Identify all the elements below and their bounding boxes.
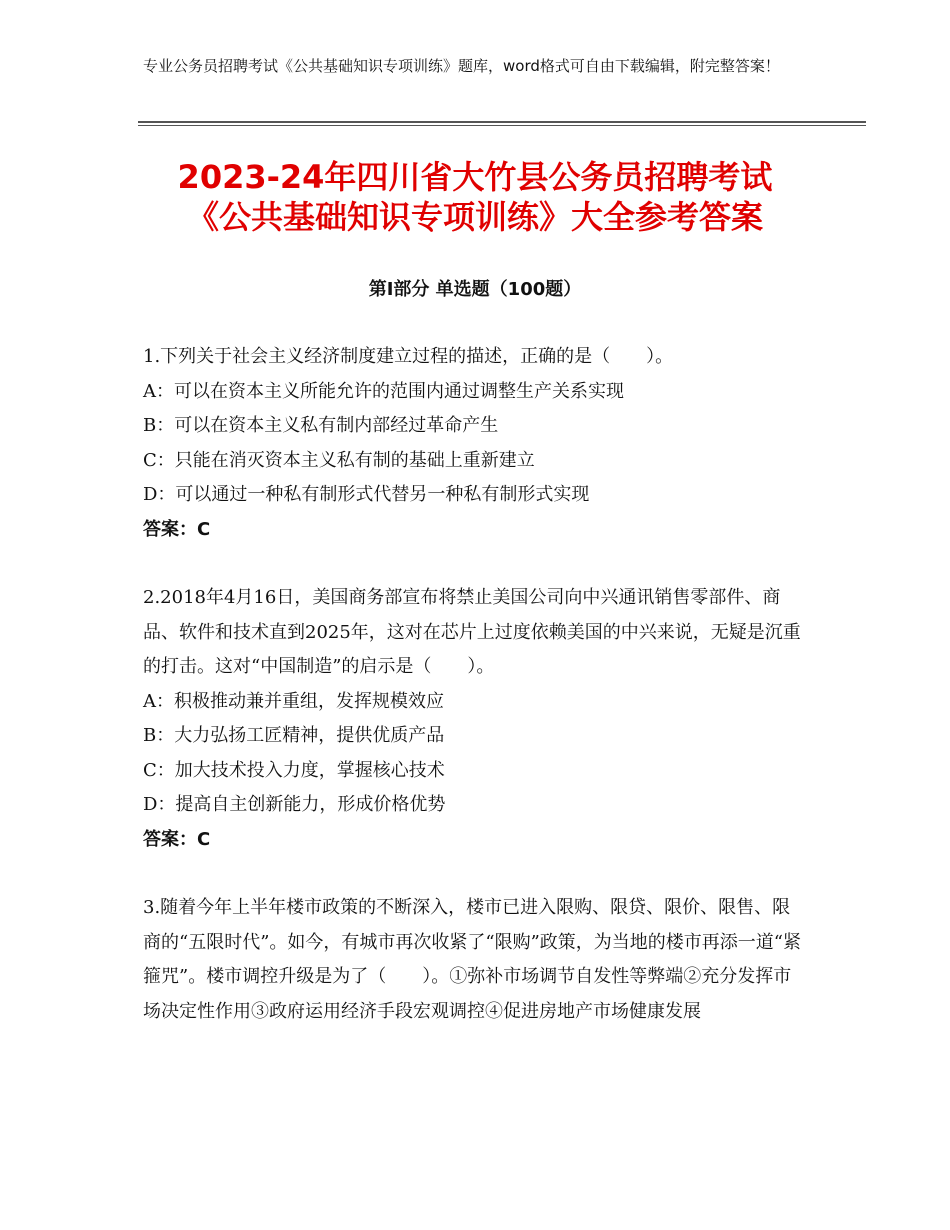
question-2 xyxy=(143,581,808,857)
header-rule-thin xyxy=(138,125,866,126)
question-1 xyxy=(143,340,808,547)
option-a: A：积极推动兼并重组，发挥规模效应 xyxy=(143,690,444,712)
section-heading: 第Ⅰ部分 单选题（100题） xyxy=(368,279,582,300)
title-line-2: 《公共基础知识专项训练》大全参考答案 xyxy=(186,198,763,236)
header-note: 专业公务员招聘考试《公共基础知识专项训练》题库，word格式可自由下载编辑，附完整答案！ xyxy=(143,57,780,75)
question-stem: 2.2018年4月16日，美国商务部宣布将禁止美国公司向中兴通讯销售零部件、商品、软件和技术直到2025年，这对在芯片上过度依赖美国的中兴来说，无疑是沉重的打击。这对“中国制造”的启示是（ ）。 xyxy=(143,587,801,677)
question-list xyxy=(143,340,808,1063)
option-b: B：可以在资本主义私有制内部经过革命产生 xyxy=(143,415,499,436)
answer: 答案：C xyxy=(143,518,211,540)
option-b: B：大力弘扬工匠精神，提供优质产品 xyxy=(143,725,445,746)
option-d: D：可以通过一种私有制形式代替另一种私有制形式实现 xyxy=(143,484,590,505)
question-3 xyxy=(143,891,808,1029)
option-c: C：加大技术投入力度，掌握核心技术 xyxy=(143,759,445,781)
question-stem: 1.下列关于社会主义经济制度建立过程的描述，正确的是（ ）。 xyxy=(143,346,674,367)
option-d: D：提高自主创新能力，形成价格优势 xyxy=(143,794,446,815)
document-title xyxy=(100,157,850,237)
option-c: C：只能在消灭资本主义私有制的基础上重新建立 xyxy=(143,449,535,471)
answer: 答案：C xyxy=(143,828,211,850)
question-stem: 3.随着今年上半年楼市政策的不断深入，楼市已进入限购、限贷、限价、限售、限商的“五限时代”。如今，有城市再次收紧了“限购”政策，为当地的楼市再添一道“紧箍咒”。楼市调控升级是为了（ ）。①弥补市场调节自发性等弊端②充分发挥市场决定性作用③政府运用经济手段宏观调控④促进房地产市场健康发展 xyxy=(143,897,802,1022)
header-rule-thick xyxy=(138,121,866,123)
title-line-1: 2023-24年四川省大竹县公务员招聘考试 xyxy=(177,158,773,196)
option-a: A：可以在资本主义所能允许的范围内通过调整生产关系实现 xyxy=(143,380,624,402)
